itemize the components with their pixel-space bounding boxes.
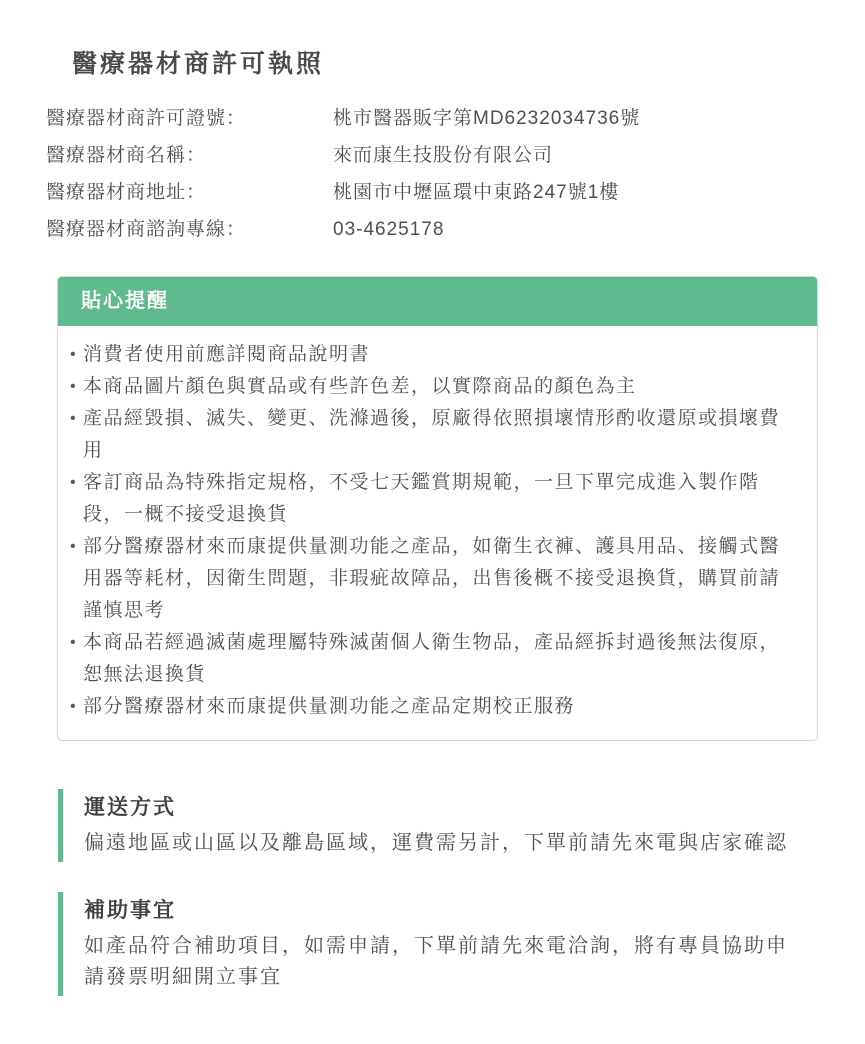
page-title: 醫療器材商許可執照 bbox=[72, 50, 325, 78]
dealer-name-row bbox=[46, 137, 825, 174]
license-info-list bbox=[46, 100, 825, 248]
hotline-value: 03-4625178 bbox=[333, 219, 445, 240]
subsidy-section-body: 如產品符合補助項目，如需申請，下單前請先來電洽詢，將有專員協助申請發票明細開立事宜 bbox=[84, 935, 788, 988]
dealer-address-value: 桃園市中壢區環中東路247號1樓 bbox=[333, 182, 620, 203]
reminder-item: • 本商品圖片顏色與實品或有些許色差，以實際商品的顏色為主 bbox=[83, 371, 795, 403]
medical-device-license-page bbox=[0, 44, 865, 996]
hotline-row bbox=[46, 211, 825, 248]
dealer-name-label: 醫療器材商名稱： bbox=[46, 145, 207, 166]
reminder-item: • 消費者使用前應詳閱商品說明書 bbox=[83, 339, 795, 371]
reminder-item: • 本商品若經過滅菌處理屬特殊滅菌個人衛生物品，產品經拆封過後無法復原，恕無法退換貨 bbox=[83, 627, 795, 691]
dealer-address-row bbox=[46, 174, 825, 211]
hotline-label: 醫療器材商諮詢專線： bbox=[46, 219, 247, 240]
dealer-name-value: 來而康生技股份有限公司 bbox=[333, 145, 554, 166]
reminder-item: • 產品經毀損、滅失、變更、洗滌過後，原廠得依照損壞情形酌收還原或損壞費用 bbox=[83, 403, 795, 467]
reminder-box-title: 貼心提醒 bbox=[58, 277, 817, 326]
dealer-address-label: 醫療器材商地址： bbox=[46, 182, 207, 203]
shipping-section-title: 運送方式 bbox=[84, 796, 176, 819]
section-shipping bbox=[58, 789, 805, 862]
license-number-value: 桃市醫器販字第MD6232034736號 bbox=[333, 108, 641, 129]
reminder-item: • 客訂商品為特殊指定規格，不受七天鑑賞期規範，一旦下單完成進入製作階段，一概不接受退換貨 bbox=[83, 467, 795, 531]
subsidy-section-title: 補助事宜 bbox=[84, 899, 176, 922]
section-subsidy bbox=[58, 892, 805, 996]
reminder-item: • 部分醫療器材來而康提供量測功能之產品定期校正服務 bbox=[83, 691, 795, 723]
license-number-row bbox=[46, 100, 825, 137]
reminder-item: • 部分醫療器材來而康提供量測功能之產品，如衛生衣褲、護具用品、接觸式醫用器等耗材，因衛生問題，非瑕疵故障品，出售後概不接受退換貨，購買前請謹慎思考 bbox=[83, 531, 795, 627]
reminder-box bbox=[57, 276, 818, 741]
reminder-list bbox=[58, 326, 817, 740]
shipping-section-body: 偏遠地區或山區以及離島區域，運費需另計，下單前請先來電與店家確認 bbox=[84, 832, 788, 854]
license-number-label: 醫療器材商許可證號： bbox=[46, 108, 247, 129]
